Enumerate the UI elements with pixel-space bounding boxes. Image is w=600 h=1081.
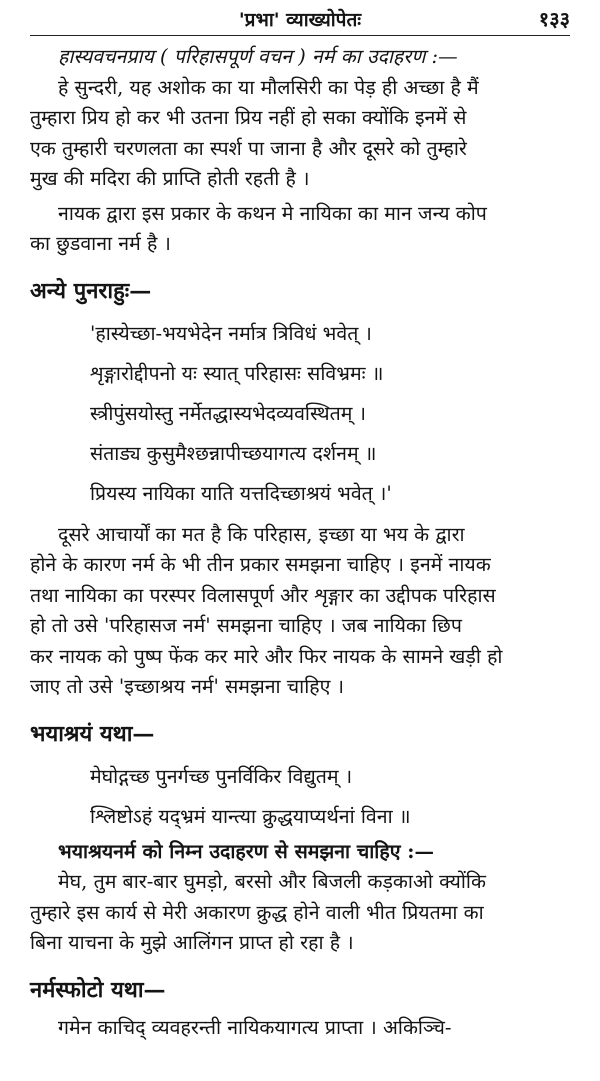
verse-line: स्त्रीपुंसयोस्तु नर्मेतद्धास्यभेदव्यवस्थितम् । <box>90 401 366 425</box>
section-anye-punarahu <box>30 274 570 703</box>
example-title: हास्यवचनप्राय ( परिहासपूर्ण वचन ) नर्म का उदाहरण :— <box>58 45 458 68</box>
page-number: १३३ <box>538 7 570 31</box>
section-heading: नर्मस्फोटो यथा— <box>30 976 166 1003</box>
page-header <box>30 0 570 36</box>
section-parihas-example <box>30 42 570 260</box>
verse-line: मेघोद्गच्छ पुनर्गच्छ पुनर्विकिर विद्युतम् । <box>90 764 353 788</box>
explanation-line: होने के कारण नर्म के भी तीन प्रकार समझना चाहिए । इनमें नायक <box>30 553 491 576</box>
verse-line: प्रियस्य नायिका याति यत्तदिच्छाश्रयं भवेत् ।' <box>90 481 392 505</box>
section-bhayashraya <box>30 717 570 959</box>
body-line: एक तुम्हारी चरणलता का स्पर्श पा जाना है और दूसरे को तुम्हारे <box>30 136 467 160</box>
running-head: 'प्रभा' व्याख्योपेतः <box>238 9 362 31</box>
verse-line: शृङ्गारोद्दीपनो यः स्यात् परिहासः सविभ्रमः ॥ <box>90 361 384 385</box>
explanation-line: तथा नायिका का परस्पर विलासपूर्ण और शृङ्गार का उद्दीपक परिहास <box>30 583 496 607</box>
body-line: गमेन काचिद् व्यवहरन्ती नायिकयागत्य प्राप्ता । अकिञ्चि- <box>58 1015 452 1039</box>
explanation-line: दूसरे आचार्यों का मत है कि परिहास, इच्छा या भय के द्वारा <box>58 522 465 546</box>
section-narmasphota <box>30 973 570 1044</box>
section-heading: भयाश्रयं यथा— <box>30 720 155 747</box>
section-heading: अन्ये पुनराहुः— <box>30 277 152 304</box>
note-line: का छुडवाना नर्म है । <box>30 232 171 255</box>
verse-line: संताड्य कुसुमैश्छन्नापीच्छयागत्य दर्शनम् ॥ <box>90 441 377 465</box>
intro-line: भयाश्रयनर्म को निम्न उदाहरण से समझना चाहिए :— <box>58 839 434 863</box>
explanation-line: हो तो उसे 'परिहासज नर्म' समझना चाहिए । जब नायिका छिप <box>30 614 462 637</box>
body-line: तुम्हारे इस कार्य से मेरी अकारण क्रुद्ध होने वाली भीत प्रियतमा का <box>30 900 484 924</box>
body-line: मुख की मदिरा की प्राप्ति होती रहती है । <box>30 167 310 190</box>
body-line: मेघ, तुम बार-बार घुमड़ो, बरसो और बिजली कड़काओ क्योंकि <box>58 870 486 893</box>
explanation-line: जाए तो उसे 'इच्छाश्रय नर्म' समझना चाहिए । <box>30 675 344 698</box>
body-line: बिना याचना के मुझे आलिंगन प्राप्त हो रहा है । <box>30 931 354 954</box>
explanation-line: कर नायक को पुष्प फेंक कर मारे और फिर नायक के सामने खड़ी हो <box>30 644 503 668</box>
body-line: तुम्हारा प्रिय हो कर भी उतना प्रिय नहीं हो सका क्योंकि इनमें से <box>30 106 467 129</box>
note-line: नायक द्वारा इस प्रकार के कथन मे नायिका का मान जन्य कोप <box>58 201 487 225</box>
verse-line: 'हास्येच्छा-भयभेदेन नर्मात्र त्रिविधं भवेत् । <box>90 321 372 345</box>
body-line: हे सुन्दरी, यह अशोक का या मौलसिरी का पेड़ ही अच्छा है मैं <box>58 75 479 99</box>
verse-line: श्लिष्टोऽहं यद्भ्रमं यान्त्या क्रुद्धयाप्यर्थनां विना ॥ <box>90 804 411 828</box>
